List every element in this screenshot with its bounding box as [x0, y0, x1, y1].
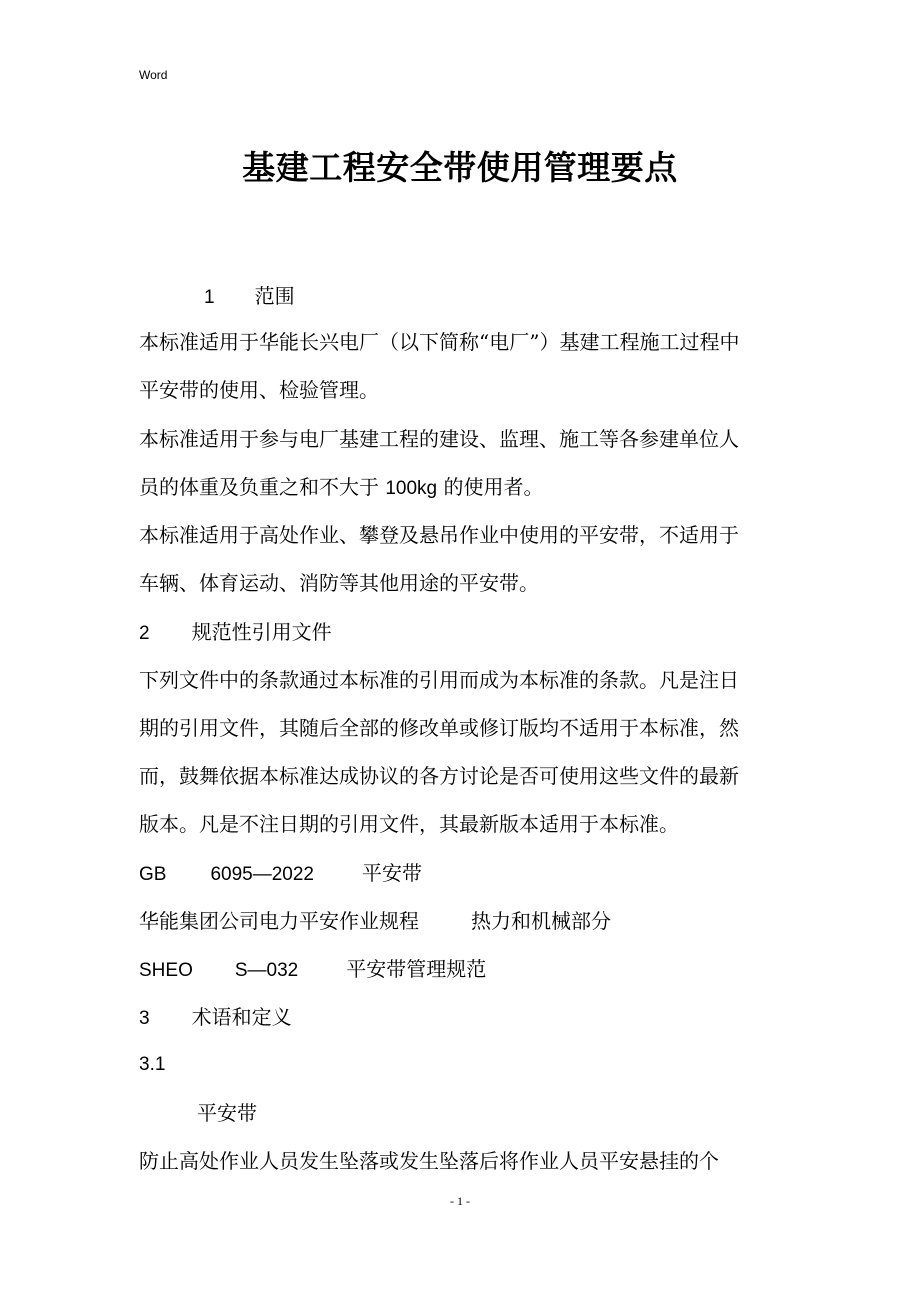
paragraph-line: [139, 473, 544, 503]
reference-item: [139, 907, 611, 935]
section-title: 规范性引用文件: [191, 620, 332, 644]
document-title: 基建工程安全带使用管理要点: [242, 148, 678, 187]
reference-item: [139, 859, 422, 889]
paragraph-line: 本标准适用于参与电厂基建工程的建设、监理、施工等各参建单位人: [139, 427, 739, 451]
weight-value: 100kg: [385, 478, 438, 499]
section-title: 范围: [254, 284, 295, 308]
section-1-heading: [204, 282, 295, 312]
paragraph-line: 下列文件中的条款通过本标准的引用而成为本标准的条款。凡是注日: [139, 668, 739, 692]
paragraph-line: 防止高处作业人员发生坠落或发生坠落后将作业人员平安悬挂的个: [139, 1149, 719, 1173]
paragraph-line: 版本。凡是不注日期的引用文件，其最新版本适用于本标准。: [139, 812, 679, 836]
reference-name: 热力和机械部分: [471, 909, 611, 933]
page-header-label: Word: [139, 68, 168, 82]
paragraph-line: 本标准适用于高处作业、攀登及悬吊作业中使用的平安带，不适用于: [139, 523, 739, 547]
reference-code: 华能集团公司电力平安作业规程: [139, 909, 419, 933]
paragraph-line: 本标准适用于华能长兴电厂（以下简称“电厂”）基建工程施工过程中: [139, 330, 740, 354]
paragraph-line: 期的引用文件，其随后全部的修改单或修订版均不适用于本标准，然: [139, 716, 739, 740]
section-number: 3: [139, 1008, 150, 1029]
section-number: 2: [139, 623, 150, 644]
section-3-heading: [139, 1003, 292, 1033]
reference-item: [139, 955, 486, 985]
section-number: 1: [204, 287, 215, 308]
reference-name: 平安带管理规范: [346, 957, 487, 981]
text-segment: 员的体重及负重之和不大于: [139, 475, 379, 499]
reference-code: GB: [139, 864, 167, 885]
reference-code: SHEO: [139, 960, 193, 981]
reference-name: 平安带: [362, 861, 422, 885]
section-title: 术语和定义: [191, 1005, 292, 1029]
reference-number: 6095—2022: [210, 864, 314, 885]
reference-number: S—032: [234, 960, 299, 981]
term-title: 平安带: [197, 1101, 257, 1125]
paragraph-line: 而，鼓舞依据本标准达成协议的各方讨论是否可使用这些文件的最新: [139, 764, 739, 788]
section-2-heading: [139, 618, 332, 648]
text-segment: 的使用者。: [443, 475, 544, 499]
subsection-number: 3.1: [139, 1054, 166, 1075]
paragraph-line: 平安带的使用、检验管理。: [139, 378, 379, 402]
paragraph-line: 车辆、体育运动、消防等其他用途的平安带。: [139, 571, 539, 595]
page-number: - 1 -: [450, 1194, 470, 1208]
